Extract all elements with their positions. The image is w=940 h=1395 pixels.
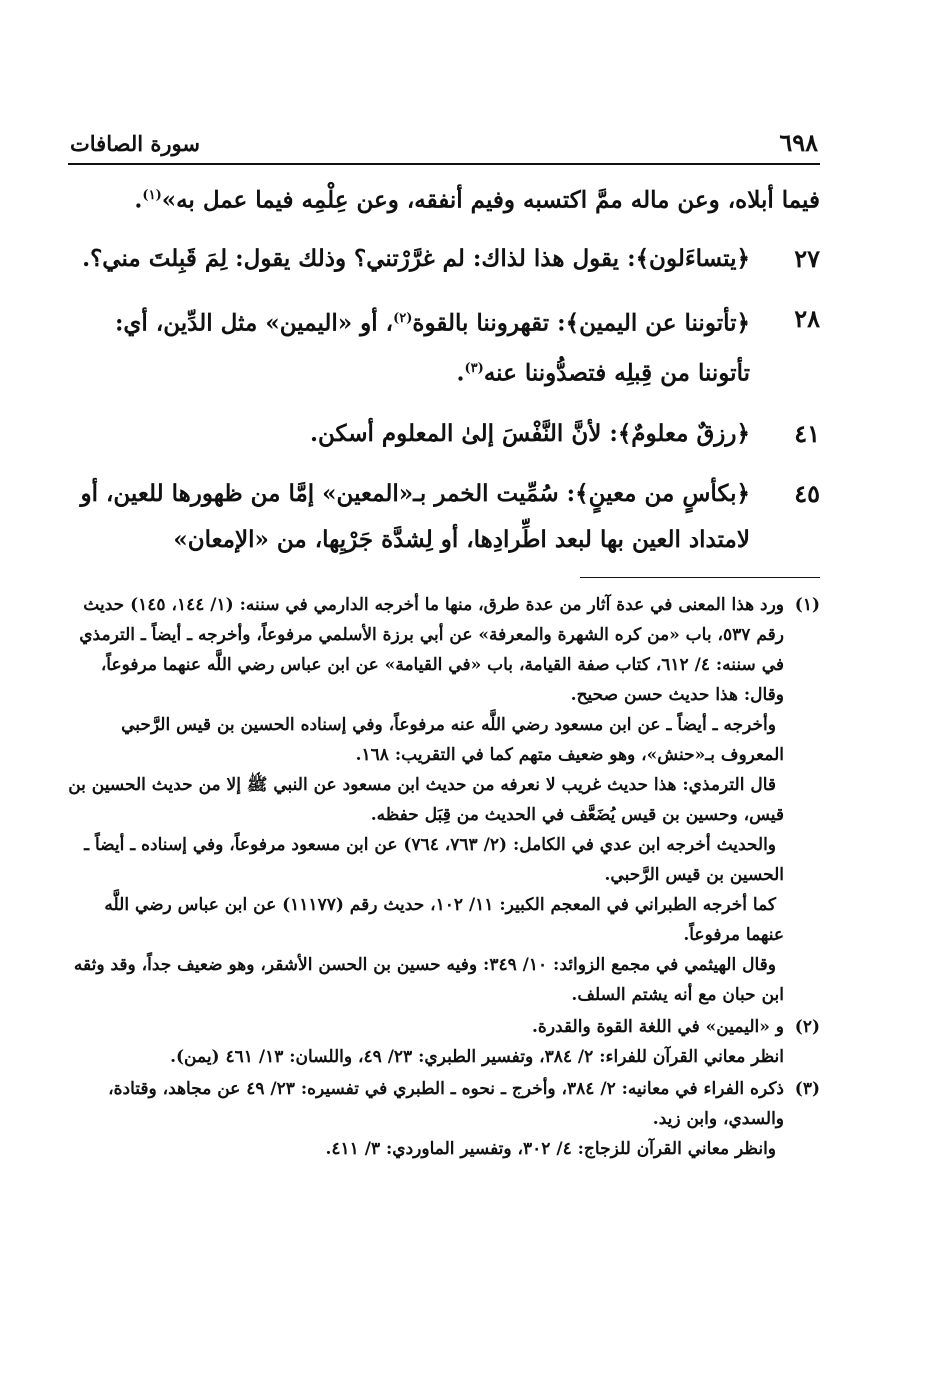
footnote-paragraph: وأخرجه ـ أيضاً ـ عن ابن مسعود رضي اللَّه عنه مرفوعاً، وفي إسناده الحسين بن قيس الرَّحبي المعروف بـ«حنش»، وهو ضعيف متهم كما في التقريب: ١٦٨. bbox=[121, 714, 784, 765]
footnote-paragraph: و «اليمين» في اللغة القوة والقدرة. bbox=[532, 1016, 784, 1037]
footnotes bbox=[68, 590, 820, 1164]
footnote-number: (١) bbox=[794, 594, 820, 615]
verse-number: ٢٧ bbox=[794, 243, 820, 273]
gloss-part: ﴿تأتوننا عن اليمين﴾: تقهروننا بالقوة bbox=[412, 309, 750, 337]
surah-title: سورة الصافات bbox=[70, 131, 200, 156]
footnote-ref: (١) bbox=[142, 188, 162, 203]
footnote-paragraph: وقال الهيثمي في مجمع الزوائد: ١٠/ ٣٤٩: وفيه حسين بن الحسن الأشقر، وهو ضعيف جداً، وقد وثقه ابن حبان مع أنه يشتم السلف. bbox=[73, 954, 784, 1005]
footnote-body bbox=[68, 1074, 784, 1164]
footnote-paragraph: ذكره الفراء في معانيه: ٢/ ٣٨٤، وأخرج ـ نحوه ـ الطبري في تفسيره: ٢٣/ ٤٩ عن مجاهد، وقتادة، والسدي، وابن زيد. bbox=[108, 1078, 784, 1129]
footnote-body bbox=[68, 590, 784, 1010]
footnote-paragraph: ورد هذا المعنى في عدة آثار من عدة طرق، منها ما أخرجه الدارمي في سننه: (١/ ١٤٤، ١٤٥) حديث رقم ٥٣٧، باب «من كره الشهرة والمعرفة» عن أبي برزة الأسلمي مرفوعاً، وأخرجه ـ أيضاً ـ الترمذي في سننه: ٤/ ٦١٢، كتاب صفة القيامة، باب «في القيامة» عن ابن عباس رضي اللَّه عنهما مرفوعاً، وقال: هذا حديث حسن صحيح. bbox=[79, 594, 784, 705]
verse-gloss: ﴿رزقٌ معلومٌ﴾: لأنَّ النَّفْسَ إلىٰ المعلوم أسكن. bbox=[310, 419, 750, 447]
footnote-ref: (٢) bbox=[393, 310, 413, 326]
verse-entry bbox=[68, 471, 820, 563]
continuation-text: فيما أبلاه، وعن ماله ممَّ اكتسبه وفيم أنفقه، وعن عِلْمِه فيما عمل به» bbox=[161, 186, 820, 214]
verse-entry bbox=[68, 411, 820, 457]
gloss-part: ، أو «اليمين» مثل الدِّين، أي: تأتوننا من قِبلِه فتصدُّوننا عنه bbox=[114, 309, 750, 387]
footnote bbox=[68, 590, 820, 1010]
footnote-paragraph: وانظر معاني القرآن للزجاج: ٤/ ٣٠٢، وتفسير الماوردي: ٣/ ٤١١. bbox=[325, 1138, 776, 1159]
footnote-number: (٣) bbox=[794, 1078, 820, 1099]
verse-entry bbox=[68, 236, 820, 282]
footnote-paragraph: قال الترمذي: هذا حديث غريب لا نعرفه من حديث ابن مسعود عن النبي ﷺ إلا من حديث الحسين بن قيس، وحسين بن قيس يُضَعَّف في الحديث من قِبَل حفظه. bbox=[68, 774, 784, 825]
footnote-number: (٢) bbox=[794, 1016, 820, 1037]
verse-gloss: ﴿بكأسٍ من معينٍ﴾: سُمِّيت الخمر بـ«المعين» إمَّا من ظهورها للعين، أو لامتداد العين بها لبعد اطِّرادِها، أو لِشدَّة جَرْيِها، من «الإمعان» bbox=[80, 479, 750, 553]
page-header bbox=[68, 128, 820, 165]
page bbox=[68, 128, 820, 1166]
footnote-paragraph: انظر معاني القرآن للفراء: ٢/ ٣٨٤، وتفسير الطبري: ٢٣/ ٤٩، واللسان: ١٣/ ٤٦١ (يمن). bbox=[170, 1046, 784, 1067]
footnote-body bbox=[68, 1012, 784, 1072]
footnote-ref: (٣) bbox=[464, 361, 484, 377]
verse-number: ٤١ bbox=[794, 418, 820, 448]
verse-number: ٤٥ bbox=[794, 478, 820, 508]
gloss-part: . bbox=[456, 359, 465, 387]
continuation-paragraph: فيما أبلاه، وعن ماله ممَّ اكتسبه وفيم أنفقه، وعن عِلْمِه فيما عمل به»$^{(١)}$. bbox=[134, 186, 820, 214]
main-text bbox=[68, 173, 820, 563]
footnote-paragraph: كما أخرجه الطبراني في المعجم الكبير: ١١/ ١٠٢، حديث رقم (١١١٧٧) عن ابن عباس رضي اللَّه عنهما مرفوعاً. bbox=[104, 894, 784, 945]
verse-entry bbox=[68, 296, 820, 397]
footnote-paragraph: والحديث أخرجه ابن عدي في الكامل: (٢/ ٧٦٣، ٧٦٤) عن ابن مسعود مرفوعاً، وفي إسناده ـ أيضاً ـ الحسين بن قيس الرَّحبي. bbox=[84, 834, 784, 885]
verse-number: ٢٨ bbox=[794, 303, 820, 333]
footnote bbox=[68, 1012, 820, 1072]
footnote bbox=[68, 1074, 820, 1164]
page-number: ٦٩٨ bbox=[779, 128, 818, 157]
footnote-separator bbox=[580, 577, 820, 578]
verse-gloss: ﴿يتساءَلون﴾: يقول هذا لذاك: لم غرَّرْتني؟ وذلك يقول: لِمَ قَبِلتَ مني؟. bbox=[82, 244, 750, 272]
verse-gloss bbox=[68, 296, 750, 397]
